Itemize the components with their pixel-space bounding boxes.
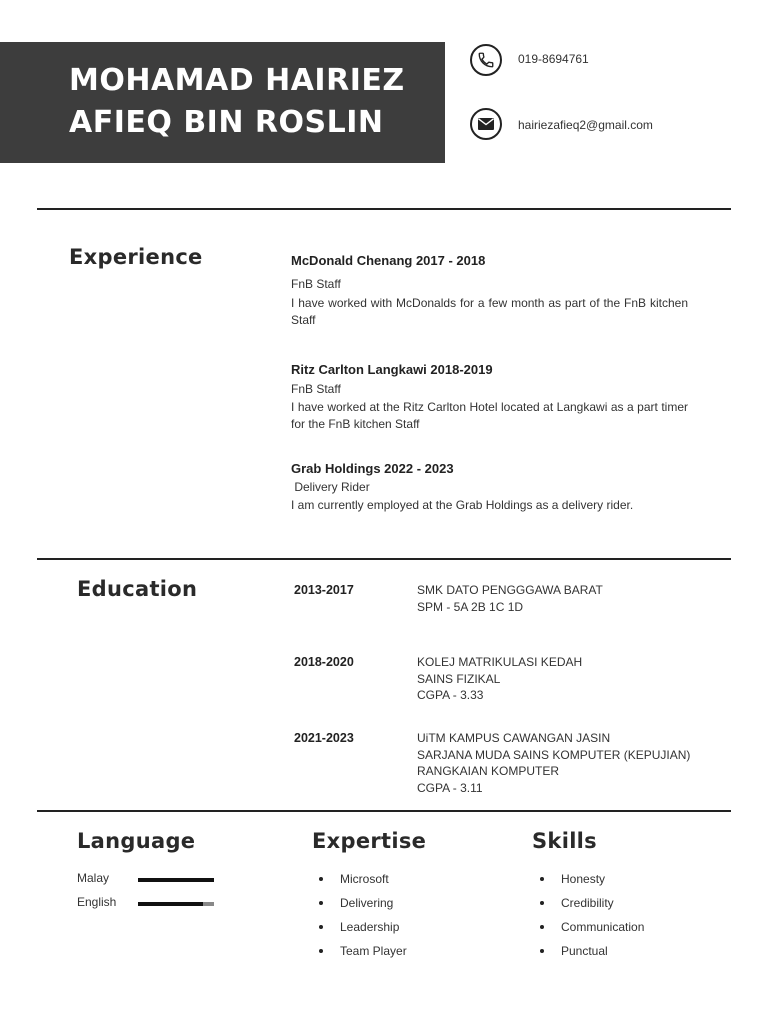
envelope-icon	[470, 108, 502, 140]
divider	[37, 558, 731, 560]
job-description: I have worked at the Ritz Carlton Hotel located at Langkawi as a part timer for the FnB kitchen Staff	[291, 400, 688, 431]
job-description: I have worked with McDonalds for a few month as part of the FnB kitchen Staff	[291, 296, 688, 327]
phone-icon	[470, 44, 502, 76]
list-item: Punctual	[540, 943, 644, 967]
education-years: 2013-2017	[294, 583, 354, 597]
language-level-fill	[138, 878, 214, 882]
email-address[interactable]: hairiezafieq2@gmail.com	[518, 118, 653, 132]
list-item: Credibility	[540, 895, 644, 919]
list-item: Team Player	[319, 943, 407, 967]
education-line: UiTM KAMPUS CAWANGAN JASIN	[417, 731, 611, 745]
language-level-bar	[138, 878, 214, 882]
language-level-fill	[138, 902, 203, 906]
skills-heading: Skills	[532, 829, 597, 853]
education-line: CGPA - 3.33	[417, 688, 484, 702]
skills-list	[540, 871, 644, 967]
list-item: Honesty	[540, 871, 644, 895]
education-years: 2021-2023	[294, 731, 354, 745]
name-line-1: MOHAMAD HAIRIEZ	[69, 63, 405, 98]
experience-heading: Experience	[69, 245, 203, 269]
education-heading: Education	[77, 577, 198, 601]
education-details	[417, 582, 692, 615]
education-line: KOLEJ MATRIKULASI KEDAH	[417, 655, 583, 669]
job-description: I am currently employed at the Grab Holdings as a delivery rider.	[291, 498, 634, 512]
job-role: Delivery Rider	[291, 480, 370, 494]
list-item: Communication	[540, 919, 644, 943]
language-name: Malay	[77, 871, 110, 885]
divider	[37, 810, 731, 812]
language-heading: Language	[77, 829, 196, 853]
education-line: SPM - 5A 2B 1C 1D	[417, 599, 524, 614]
job-title: Ritz Carlton Langkawi 2018-2019	[291, 362, 493, 377]
job-title: Grab Holdings 2022 - 2023	[291, 461, 454, 476]
name-banner	[0, 42, 445, 163]
education-years: 2018-2020	[294, 655, 354, 669]
language-name: English	[77, 895, 117, 909]
language-level-bar	[138, 902, 214, 906]
list-item: Microsoft	[319, 871, 407, 895]
education-line: SMK DATO PENGGGAWA BARAT	[417, 583, 603, 597]
phone-number[interactable]: 019-8694761	[518, 52, 589, 66]
job-role: FnB Staff	[291, 277, 341, 291]
job-title: McDonald Chenang 2017 - 2018	[291, 253, 486, 268]
education-details	[417, 730, 692, 796]
name-line-2: AFIEQ BIN ROSLIN	[69, 105, 384, 140]
education-line: RANGKAIAN KOMPUTER	[417, 764, 560, 778]
education-line: SARJANA MUDA SAINS KOMPUTER (KEPUJIAN)	[417, 747, 691, 762]
education-details	[417, 654, 692, 704]
expertise-list	[319, 871, 407, 967]
education-line: CGPA - 3.11	[417, 780, 483, 795]
expertise-heading: Expertise	[312, 829, 427, 853]
list-item: Delivering	[319, 895, 407, 919]
job-role: FnB Staff	[291, 382, 341, 396]
education-line: SAINS FIZIKAL	[417, 671, 501, 686]
list-item: Leadership	[319, 919, 407, 943]
divider	[37, 208, 731, 210]
